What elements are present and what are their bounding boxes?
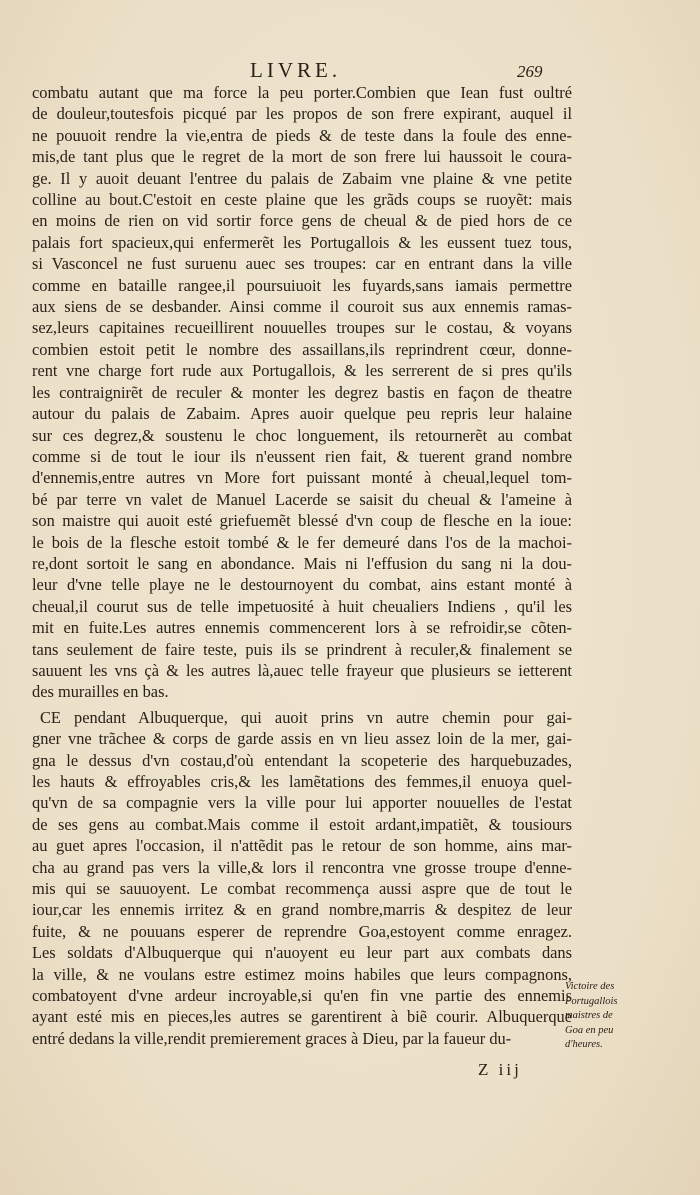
marginal-note (565, 980, 635, 1053)
text-line: combien estoit petit le nombre des assaillans,ils reprindrent cœur, donne- (32, 339, 572, 359)
text-line: combatu autant que ma force la peu porter.Combien que Iean fust oultré (32, 83, 572, 102)
text-line: si Vasconcel ne fust suruenu auec ses troupes: car en entrant dans la ville (32, 254, 572, 274)
text-line: tans seulement de faire teste, puis ils se prindrent à reculer,& finalement se (32, 639, 572, 659)
text-line: ayant esté mis en pieces,les autres se garentirent à biẽ courir. Albuquerque (32, 1007, 572, 1027)
text-line: les hauts & effroyables cris,& les lamẽtations des femmes,il enuoya quel- (32, 772, 572, 791)
text-line: mit en fuite.Les autres ennemis commencerent lors à se refroidir,se cõten- (32, 618, 572, 638)
marginal-note-line: d'heures. (565, 1039, 603, 1050)
text-line: bé par terre vn valet de Manuel Lacerde se saisit du cheual & l'ameine à (32, 489, 572, 509)
text-line: fuite, & ne pouuans esperer de reprendre Goa,estoyent comme enragez. (32, 921, 572, 941)
text-line: Les soldats d'Albuquerque qui n'auoyent eu leur part aux combats dans (32, 943, 572, 963)
text-line: d'ennemis,entre autres vn More fort puissant monté à cheual,lequel tom- (32, 468, 572, 488)
text-line: les contraignirẽt de reculer & monter les degrez bastis en façon de theatre (32, 382, 572, 402)
text-line: son maistre qui auoit esté griefuemẽt blessé d'vn coup de flesche en la ioue: (32, 511, 572, 531)
page-number: 269 (517, 62, 543, 81)
text-line: rent vne charge fort rude aux Portugallois, & les serrerent de si pres qu'ils (32, 361, 572, 381)
text-line: leur d'vne telle playe ne le destournoyent du combat, ains estant monté à (32, 575, 572, 595)
text-line: sur ces degrez,& soustenu le choc longuement, ils retournerẽt au combat (32, 425, 572, 445)
text-line: gna le dessus d'vn costau,d'où entendant la scopeterie des harquebuzades, (32, 750, 572, 770)
text-line: entré dedans la ville,rendit premierement graces à Dieu, par la faueur du- (32, 1028, 512, 1048)
text-line: cheual,il courut sus de telle impetuosité à huit cheualiers Indiens , qu'il les (32, 596, 572, 616)
text-line: combatoyent d'vne ardeur incroyable,si qu'en fin vne partie des ennemis (32, 986, 572, 1006)
text-line: de douleur,toutesfois picqué par les propos de son frere expirant, auquel il (32, 104, 572, 124)
text-line: autour du palais de Zabaim. Apres auoir quelque peu repris leur halaine (32, 404, 572, 424)
text-line: aux siens de se desbander. Ainsi comme il couroit sus aux ennemis ramas- (32, 297, 572, 317)
text-line: comme en bataille rangee,il poursuiuoit les fuyards,sans iamais permettre (32, 275, 572, 295)
signature-mark: Z iij (478, 1060, 522, 1079)
text-line: ne pouuoit rendre la vie,entra de pieds & de teste dans la foule des enne- (32, 125, 572, 145)
text-line: des murailles en bas. (32, 682, 169, 702)
marginal-note-line: Victoire des (565, 981, 615, 992)
running-head: LIVRE. (250, 58, 342, 82)
text-line: mis,de tant plus que le regret de la mort de son frere lui haussoit le coura- (32, 147, 572, 167)
text-line: le bois de la flesche estoit tombé & le fer demeuré dans l'os de la machoi- (32, 532, 572, 552)
text-line: gner vne trãchee & corps de garde assis en vn lieu assez loin de la mer, gai- (32, 729, 572, 749)
text-line: au guet apres l'occasion, il n'attẽdit pas le retour de son homme, ains mar- (32, 836, 572, 856)
text-line: de ses gens au combat.Mais comme il estoit ardant,impatiẽt, & tousiours (32, 814, 572, 834)
text-line: sez,leurs capitaines recueillirent nouuelles troupes sur le costau, & voyans (32, 318, 572, 338)
marginal-note-line: maistres de (565, 1010, 613, 1021)
body-text (32, 82, 572, 1049)
marginal-note-line: Portugallois (565, 995, 618, 1007)
text-line: colline au bout.C'estoit en ceste plaine que les grãds coups se ruoyẽt: mais (32, 190, 572, 210)
text-line: palais fort spacieux,qui enfermerẽt les Portugallois & les eussent tuez tous, (32, 232, 572, 252)
text-line: sauuent les vns çà & les autres là,auec telle frayeur que plusieurs se ietterent (32, 660, 572, 680)
text-line: comme si de tout le iour ils n'eussent rien fait, & tuerent grand nombre (32, 446, 572, 466)
text-line: re,dont sortoit le sang en abondance. Mais ni l'effusion du sang ni la dou- (32, 553, 572, 573)
text-line: mis qui se sauuoyent. Le combat recommença aussi aspre que de tout le (32, 879, 572, 899)
page-header (0, 54, 700, 84)
text-line: iour,car les ennemis irritez & en grand nombre,marris & despitez de leur (32, 900, 572, 920)
marginal-note-line: Goa en peu (565, 1024, 614, 1036)
text-line: ge. Il y auoit deuant l'entree du palais de Zabaim vne plaine & vne petite (32, 168, 572, 188)
text-line: cha au grand pas vers la ville,& lors il rencontra vne grosse troupe d'enne- (32, 857, 572, 877)
text-line: la ville, & ne voulans estre estimez moins habiles que leurs compagnons, (32, 964, 572, 984)
text-line: qu'vn de sa compagnie vers la ville pour lui apporter nouuelles de l'estat (32, 793, 572, 813)
text-line: CE pendant Albuquerque, qui auoit prins vn autre chemin pour gai- (40, 707, 572, 727)
text-line: en moins de rien on vid sortir force gens de cheual & de pied hors de ce (32, 211, 572, 231)
